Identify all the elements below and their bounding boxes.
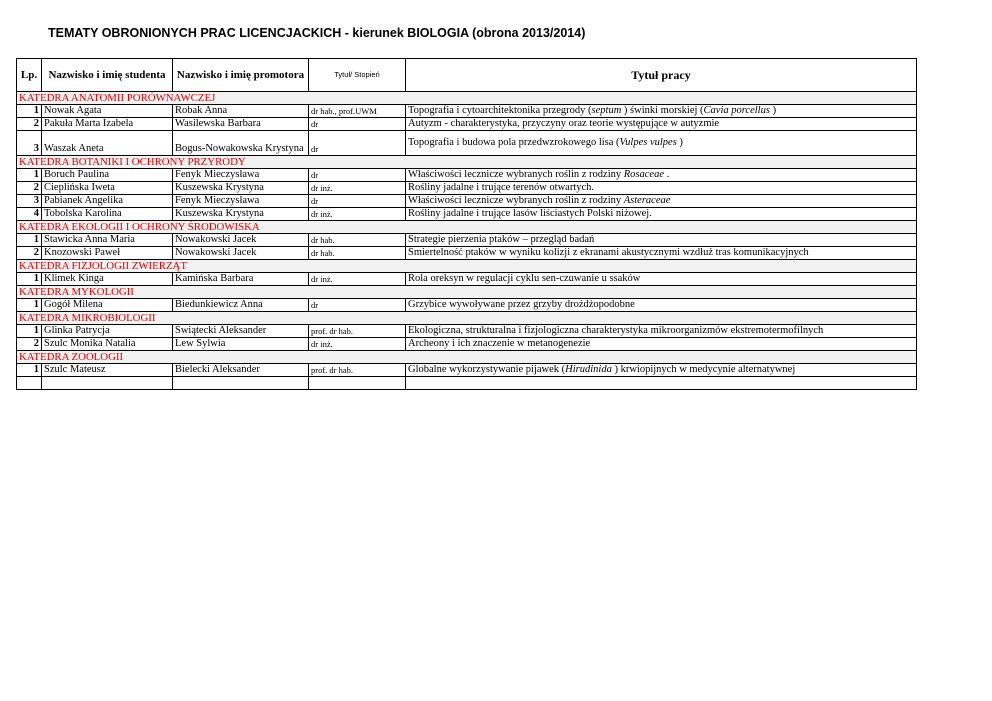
table-row — [17, 118, 917, 131]
thesis-title — [406, 118, 917, 131]
table-row — [17, 273, 917, 286]
department-row-blank — [406, 312, 917, 325]
thesis-title-part: Topografia i cytoarchitektonika przegrody ( — [408, 105, 592, 116]
thesis-title-part: ) krwiopijnych w medycynie alternatywnej — [611, 364, 796, 375]
student-name: Boruch Paulina — [42, 169, 173, 182]
row-number: 1 — [17, 325, 42, 338]
row-number: 3 — [17, 195, 42, 208]
row-number: 3 — [17, 131, 42, 156]
thesis-title-part: Śmiertelność ptaków w wyniku kolizji z ekranami akustycznymi wzdłuż tras komunikacyjnych — [408, 247, 809, 258]
thesis-title — [406, 234, 917, 247]
promoter-name: Świątecki Aleksander — [173, 325, 309, 338]
academic-degree: dr — [309, 169, 406, 182]
table-row — [17, 131, 917, 156]
thesis-title-italic-part: Rosaceae — [623, 169, 664, 180]
header-lp: Lp. — [17, 59, 42, 92]
thesis-title — [406, 105, 917, 118]
row-number: 2 — [17, 247, 42, 260]
student-name: Nowak Agata — [42, 105, 173, 118]
department-name: KATEDRA EKOLOGII I OCHRONY ŚRODOWISKA — [17, 221, 406, 234]
row-number: 1 — [17, 364, 42, 377]
row-number: 1 — [17, 105, 42, 118]
thesis-title-part: ) — [769, 105, 777, 116]
academic-degree: dr — [309, 118, 406, 131]
academic-degree: dr — [309, 195, 406, 208]
student-name: Gogół Milena — [42, 299, 173, 312]
department-name: KATEDRA MYKOLOGII — [17, 286, 406, 299]
thesis-title-part: Rośliny jadalne i trujące terenów otwartych. — [408, 182, 595, 193]
student-name: Pakuła Marta Izabela — [42, 118, 173, 131]
thesis-title-part: Autyzm - charakterystyka, przyczyny oraz teorie występujące w autyzmie — [408, 118, 720, 129]
thesis-title-part: ) — [676, 137, 683, 148]
student-name: Glinka Patrycja — [42, 325, 173, 338]
table-body — [17, 92, 917, 390]
document-title: TEMATY OBRONIONYCH PRAC LICENCJACKICH - kierunek BIOLOGIA (obrona 2013/2014) — [48, 26, 586, 40]
table-row — [17, 182, 917, 195]
academic-degree: dr — [309, 299, 406, 312]
thesis-title-italic-part: Asteraceae — [623, 195, 671, 206]
row-number: 2 — [17, 118, 42, 131]
row-number: 1 — [17, 234, 42, 247]
department-row-blank — [406, 156, 917, 169]
table-row — [17, 105, 917, 118]
empty-cell — [309, 377, 406, 390]
student-name: Pabianek Angelika — [42, 195, 173, 208]
row-number: 2 — [17, 338, 42, 351]
thesis-title — [406, 273, 917, 286]
thesis-title — [406, 182, 917, 195]
thesis-title-part: Rośliny jadalne i trujące lasów liściastych Polski niżowej. — [408, 208, 652, 219]
header-thesis-title: Tytuł pracy — [406, 59, 917, 92]
thesis-title-part: Właściwości lecznicze wybranych roślin z rodziny — [408, 169, 624, 180]
thesis-title-part: Ekologiczna, strukturalna i fizjologiczna charakterystyka mikroorganizmów ekstremotermofilnych — [408, 325, 824, 336]
student-name: Szulc Mateusz — [42, 364, 173, 377]
promoter-name: Fenyk Mieczysława — [173, 169, 309, 182]
promoter-name: Robak Anna — [173, 105, 309, 118]
thesis-title-part: Archeony i ich znaczenie w metanogenezie — [408, 338, 591, 349]
promoter-name: Nowakowski Jacek — [173, 234, 309, 247]
department-name: KATEDRA ANATOMII PORÓWNAWCZEJ — [17, 92, 406, 105]
thesis-title — [406, 247, 917, 260]
thesis-title-part: ) świnki morskiej ( — [621, 105, 704, 116]
department-row — [17, 351, 917, 364]
table-row — [17, 338, 917, 351]
department-row — [17, 260, 917, 273]
student-name: Waszak Aneta — [42, 131, 173, 156]
row-number: 1 — [17, 169, 42, 182]
thesis-title — [406, 131, 917, 156]
thesis-title — [406, 364, 917, 377]
thesis-title-part: Globalne wykorzystywanie pijawek ( — [408, 364, 566, 375]
thesis-title — [406, 169, 917, 182]
promoter-name: Bielecki Aleksander — [173, 364, 309, 377]
promoter-name: Kamińska Barbara — [173, 273, 309, 286]
student-name: Knozowski Paweł — [42, 247, 173, 260]
department-row-blank — [406, 92, 917, 105]
academic-degree: dr — [309, 131, 406, 156]
thesis-title-part: Strategie pierzenia ptaków – przegląd badań — [408, 234, 595, 245]
academic-degree: dr hab. — [309, 234, 406, 247]
thesis-title-part: Właściwości lecznicze wybranych roślin z rodziny — [408, 195, 624, 206]
department-row — [17, 92, 917, 105]
department-row-blank — [406, 221, 917, 234]
table-row — [17, 169, 917, 182]
student-name: Stawicka Anna Maria — [42, 234, 173, 247]
promoter-name: Lew Sylwia — [173, 338, 309, 351]
academic-degree: prof. dr hab. — [309, 364, 406, 377]
department-row — [17, 156, 917, 169]
row-number: 1 — [17, 299, 42, 312]
thesis-title-part: Topografia i budowa pola przedwzrokowego lisa ( — [408, 137, 620, 148]
header-degree: Tytuł/ Stopień — [309, 59, 406, 92]
thesis-title — [406, 325, 917, 338]
academic-degree: dr inż. — [309, 208, 406, 221]
thesis-title — [406, 338, 917, 351]
department-name: KATEDRA FIZJOLOGII ZWIERZĄT — [17, 260, 406, 273]
thesis-title-italic-part: Cavia porcellus — [703, 105, 770, 116]
thesis-title-part: Rola oreksyn w regulacji cyklu sen-czuwanie u ssaków — [408, 273, 641, 284]
thesis-title-italic-part: Hirudinida — [565, 364, 612, 375]
header-student: Nazwisko i imię studenta — [42, 59, 173, 92]
table-row — [17, 364, 917, 377]
student-name: Szulc Monika Natalia — [42, 338, 173, 351]
table-row — [17, 325, 917, 338]
table-header-row — [17, 59, 917, 92]
promoter-name: Wasilewska Barbara — [173, 118, 309, 131]
academic-degree: dr hab. — [309, 247, 406, 260]
table-row — [17, 247, 917, 260]
department-row-blank — [406, 260, 917, 273]
row-number: 4 — [17, 208, 42, 221]
department-row — [17, 312, 917, 325]
academic-degree: dr inż. — [309, 338, 406, 351]
academic-degree: dr inż. — [309, 273, 406, 286]
promoter-name: Fenyk Mieczysława — [173, 195, 309, 208]
thesis-title — [406, 208, 917, 221]
department-name: KATEDRA BOTANIKI I OCHRONY PRZYRODY — [17, 156, 406, 169]
promoter-name: Kuszewska Krystyna — [173, 208, 309, 221]
department-row-blank — [406, 286, 917, 299]
academic-degree: dr hab., prof.UWM — [309, 105, 406, 118]
thesis-title-part: Grzybice wywoływane przez grzyby drożdżopodobne — [408, 299, 635, 310]
department-row — [17, 221, 917, 234]
promoter-name: Biedunkiewicz Anna — [173, 299, 309, 312]
thesis-title-italic-part: Vulpes vulpes — [619, 137, 677, 148]
promoter-name: Bogus-Nowakowska Krystyna — [173, 131, 309, 156]
empty-cell — [173, 377, 309, 390]
header-promoter: Nazwisko i imię promotora — [173, 59, 309, 92]
empty-cell — [17, 377, 42, 390]
row-number: 1 — [17, 273, 42, 286]
table-row — [17, 195, 917, 208]
department-row-blank — [406, 351, 917, 364]
table-row — [17, 299, 917, 312]
empty-cell — [42, 377, 173, 390]
department-row — [17, 286, 917, 299]
theses-table — [16, 58, 917, 390]
academic-degree: prof. dr hab. — [309, 325, 406, 338]
empty-row — [17, 377, 917, 390]
thesis-title — [406, 299, 917, 312]
academic-degree: dr inż. — [309, 182, 406, 195]
row-number: 2 — [17, 182, 42, 195]
student-name: Klimek Kinga — [42, 273, 173, 286]
student-name: Cieplińska Iweta — [42, 182, 173, 195]
department-name: KATEDRA MIKROBIOLOGII — [17, 312, 406, 325]
thesis-title-italic-part: septum — [591, 105, 622, 116]
table-row — [17, 208, 917, 221]
table-row — [17, 234, 917, 247]
promoter-name: Nowakowski Jacek — [173, 247, 309, 260]
thesis-title — [406, 195, 917, 208]
empty-cell — [406, 377, 917, 390]
department-name: KATEDRA ZOOLOGII — [17, 351, 406, 364]
promoter-name: Kuszewska Krystyna — [173, 182, 309, 195]
student-name: Tobolska Karolina — [42, 208, 173, 221]
thesis-title-part: . — [663, 169, 670, 180]
